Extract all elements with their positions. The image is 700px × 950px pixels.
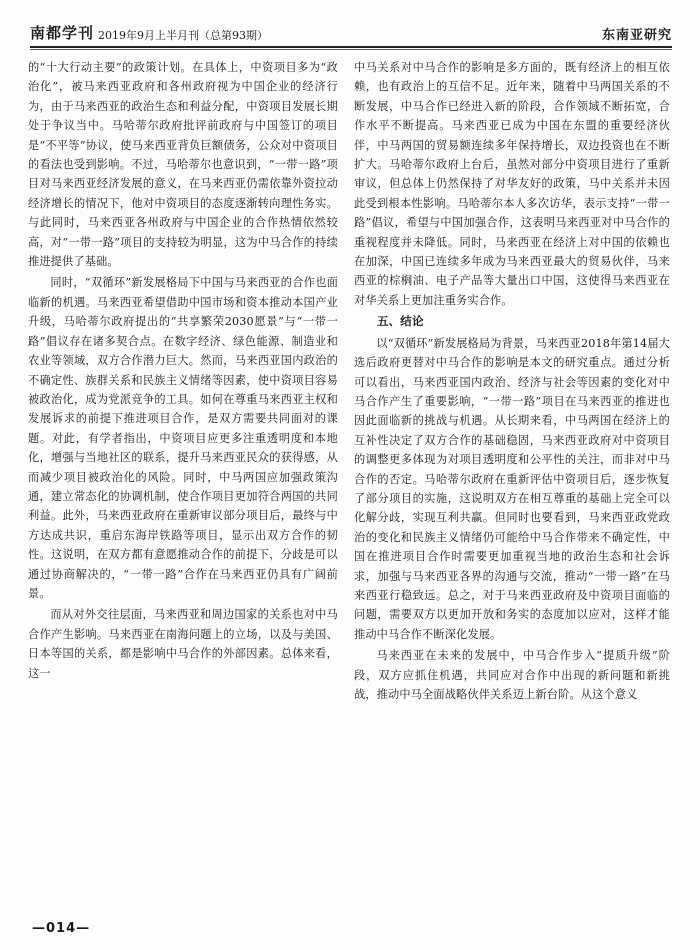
left-column [28,58,338,908]
running-header [30,20,672,48]
header-rule [30,49,672,50]
right-column [354,58,670,908]
body-paragraph: 以“双循环”新发展格局为背景，马来西亚2018年第14届大选后政府更替对中马合作的影响是本文的研究重点。通过分析可以看出，马来西亚国内政治、经济与社会等因素的变化对中马合作产生了重要影响，“一带一路”项目在马来西亚的推进也因此面临新的挑战与机遇。从长期来看，中马两国在经济上的互补性决定了双方合作的基础稳固，马来西亚政府对中资项目的调整更多体现为对项目透明度和公平性的关注，而非对中马合作的否定。马哈蒂尔政府在重新评估中资项目后，逐步恢复了部分项目的实施，这说明双方在相互尊重的基础上完全可以化解分歧，实现互利共赢。但同时也要看到，马来西亚政党政治的变化和民族主义情绪仍可能给中马合作带来不确定性，中国在推进项目合作时需要更加重视当地的政治生态和社会诉求，加强与马来西亚各界的沟通与交流，推动“一带一路”在马来西亚行稳致远。总之，对于马来西亚政府及中资项目面临的问题，需要双方以更加开放和务实的态度加以应对，这样才能推动中马合作不断深化发展。 [354,336,670,641]
journal-logo: 南都学刊 [30,24,95,42]
body-paragraph: 而从对外交往层面，马来西亚和周边国家的关系也对中马合作产生影响。马来西亚在南海问题上的立场，以及与美国、日本等国的关系，都是影响中马合作的外部因素。总体来看，这一 [28,608,338,680]
page-number: —014— [32,921,91,936]
body-paragraph: 马来西亚在未来的发展中，中马合作步入“提质升级”阶段，双方应抓住机遇，共同应对合作中出现的新问题和新挑战，推动中马全面战略伙伴关系迈上新台阶。从这个意义 [354,649,670,701]
body-paragraph: 同时，“双循环”新发展格局下中国与马来西亚的合作也面临新的机遇。马来西亚希望借助中国市场和资本推动本国产业升级，马哈蒂尔政府提出的“共享繁荣2030愿景”与“一带一路”倡议存在诸多契合点。在数字经济、绿色能源、制造业和农业等领域，双方合作潜力巨大。然而，马来西亚国内政治的不确定性、族群关系和民族主义情绪等因素，使中资项目容易被政治化，成为党派竞争的工具。如何在尊重马来西亚主权和发展诉求的前提下推进项目合作，是双方需要共同面对的课题。对此，有学者指出，中资项目应更多注重透明度和本地化，增强与当地社区的联系，提升马来西亚民众的获得感，从而减少项目被政治化的风险。同时，中马两国应加强政策沟通，建立常态化的协调机制，使合作项目更加符合两国的共同利益。此外，马来西亚政府在重新审议部分项目后，最终与中方达成共识，重启东海岸铁路等项目，显示出双方合作的韧性。这说明，在双方都有意愿推动合作的前提下，分歧是可以通过协商解决的，“一带一路”合作在马来西亚仍具有广阔前景。 [28,276,338,600]
body-paragraph: 中马关系对中马合作的影响是多方面的，既有经济上的相互依赖，也有政治上的互信不足。近年来，随着中马两国关系的不断发展，中马合作已经进入新的阶段，合作领域不断拓宽，合作水平不断提高。马来西亚已成为中国在东盟的重要经济伙伴，中马两国的贸易额连续多年保持增长，双边投资也在不断扩大。马哈蒂尔政府上台后，虽然对部分中资项目进行了重新审议，但总体上仍然保持了对华友好的政策，马中关系并未因此受到根本性影响。马哈蒂尔本人多次访华，表示支持“一带一路”倡议，希望与中国加强合作，这表明马来西亚对中马合作的重视程度并未降低。同时，马来西亚在经济上对中国的依赖也在加深，中国已连续多年成为马来西亚最大的贸易伙伴，马来西亚的棕榈油、电子产品等大量出口中国，这使得马来西亚在对华关系上更加注重务实合作。 [354,61,670,307]
body-paragraph: 的“十大行动主要”的政策计划。在具体上，中资项目多为“政治化”，被马来西亚政府和各州政府视为中国企业的经济行为，由于马来西亚的政治生态和利益分配，中资项目发展长期处于争议当中。马哈蒂尔政府批评前政府与中国签订的项目是“不平等”协议，使马来西亚背负巨额债务，公众对中资项目的看法也受到影响。不过，马哈蒂尔也意识到，“一带一路”项目对马来西亚经济发展的意义，在马来西亚仍需依靠外资拉动经济增长的情况下，他对中资项目的态度逐渐转向理性务实。与此同时，马来西亚各州政府与中国企业的合作热情依然较高，对“一带一路”项目的支持较为明显，这为中马合作的持续推进提供了基础。 [28,61,338,269]
section-title: 东南亚研究 [601,28,672,43]
section-heading: 五、结论 [377,314,424,329]
issue-info: 2019年9月上半月刊（总第93期） [98,29,269,42]
header-left [30,22,268,46]
